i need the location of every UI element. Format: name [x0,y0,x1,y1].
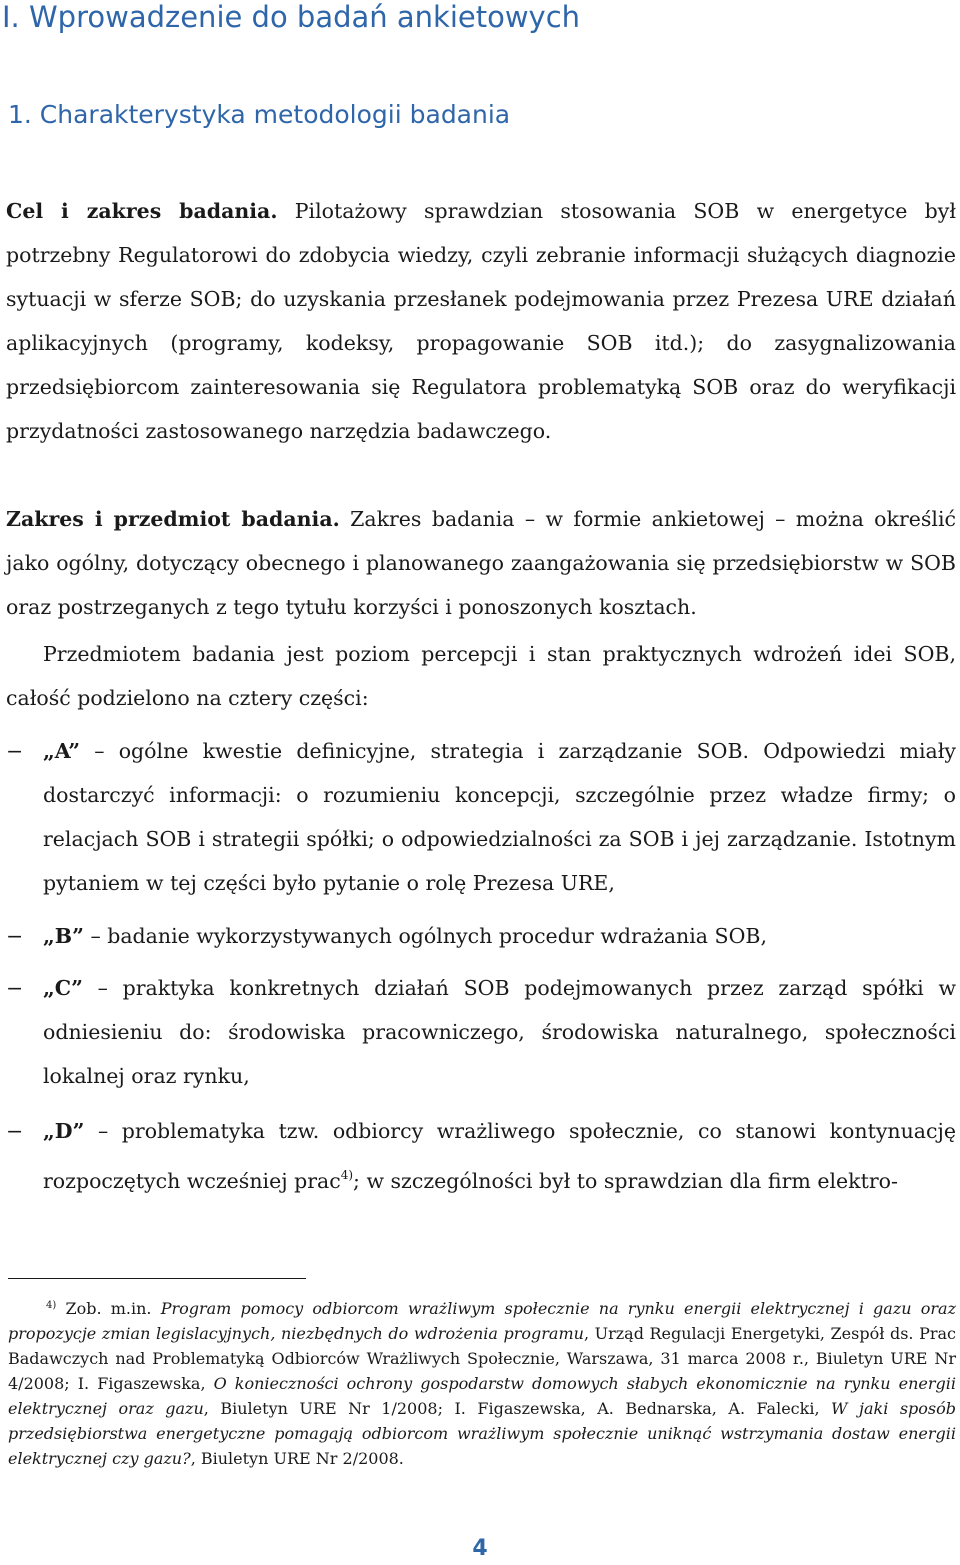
footnote-mark: 4) [46,1300,57,1311]
dash-bullet: − [6,924,24,948]
dash-bullet: − [6,1119,24,1143]
footnote-text: , Biuletyn URE Nr 2/2008. [190,1449,404,1468]
paragraph-text: Zakres badania – w formie ankietowej – można określić jako ogólny, dotyczący obecnego i planowanego zaangażowania się przedsiębiorstw w SOB oraz postrzeganych z tego tytułu korzyści i ponoszonych kosztach. [6,507,956,619]
list-item-text: – problematyka tzw. odbiorcy wrażliwego społecznie, co stanowi kontynuację rozpoczętych wcześniej prac [43,1119,956,1193]
list-item-label: „A” [43,739,81,763]
footnote-citation-title: O konieczności ochrony gospodarstw domowych słabych ekonomicznie na rynku energii elektrycznej oraz gazu [8,1374,956,1418]
section-heading: 1. Charakterystyka metodologii badania [8,100,511,129]
dash-bullet: − [6,976,24,1000]
dash-bullet: − [6,739,24,763]
paragraph-text: Pilotażowy sprawdzian stosowania SOB w energetyce był potrzebny Regulatorowi do zdobycia wiedzy, czyli zebranie informacji służących diagnozie sytuacji w sferze SOB; do uzyskania przesłanek podejmowania przez Prezesa URE działań aplikacyjnych (programy, kodeksy, propagowanie SOB itd.); do zasygnalizowania przedsiębiorcom zainteresowania się Regulatora problematyką SOB oraz do weryfikacji przydatności zastosowanego narzędzia badawczego. [6,199,956,443]
footnote-reference[interactable]: 4) [340,1168,354,1182]
list-item-text: – praktyka konkretnych działań SOB podejmowanych przez zarząd spółki w odniesieniu do: środowiska pracowniczego, środowiska naturalnego, społeczności lokalnej oraz rynku, [43,976,956,1088]
paragraph-lead: Cel i zakres badania. [6,199,278,223]
footnote-text: , Biuletyn URE Nr 1/2008; I. Figaszewska, A. Bednarska, A. Falecki, [203,1399,832,1418]
paragraph-goal-scope [6,189,956,453]
footnote-separator [8,1278,306,1279]
paragraph-lead: Zakres i przedmiot badania. [6,507,340,531]
list-item-text: – badanie wykorzystywanych ogólnych procedur wdrażania SOB, [83,924,767,948]
footnote-text: , Urząd Regulacji Energetyki, Zespół ds. Prac Badawczych nad Problematyką Odbiorców Wrażliwych Społecznie, Warszawa, 31 marca 2008 r., Biuletyn URE Nr 4/2008; I. Figaszewska, [8,1324,956,1393]
page-number: 4 [472,1536,488,1561]
footnote [8,1293,956,1471]
footnote-text: Zob. m.in. [56,1299,161,1318]
footnote-citation-title: W jaki sposób przedsiębiorstwa energetyczne pomagają odbiorcom wrażliwym społecznie uniknąć wstrzymania dostaw energii elektrycznej czy gazu? [8,1399,956,1468]
chapter-heading: I. Wprowadzenie do badań ankietowych [2,0,581,34]
paragraph-scope-subject [6,497,956,629]
list-item-label: „B” [43,924,84,948]
paragraph-subject: Przedmiotem badania jest poziom percepcji i stan praktycznych wdrożeń idei SOB, całość podzielono na cztery części: [6,642,956,710]
footnote-citation-title: Program pomocy odbiorcom wrażliwym społecznie na rynku energii elektrycznej i gazu oraz propozycje zmian legislacyjnych, niezbędnych do wdrożenia programu [8,1299,957,1343]
list-item-label: „D” [43,1119,85,1143]
list-item-text-continued: ; w szczególności był to sprawdzian dla firm elektro- [353,1169,898,1193]
list-item-label: „C” [43,976,83,1000]
list-item [6,914,956,958]
list-item [6,966,956,1098]
list-item [6,729,956,905]
list-item [6,1109,956,1203]
list-item-text: – ogólne kwestie definicyjne, strategia i zarządzanie SOB. Odpowiedzi miały dostarczyć informacji: o rozumieniu koncepcji, szczególnie przez władze firmy; o relacjach SOB i strategii spółki; o odpowiedzialności za SOB i jej zarządzanie. Istotnym pytaniem w tej części było pytanie o rolę Prezesa URE, [43,739,956,895]
